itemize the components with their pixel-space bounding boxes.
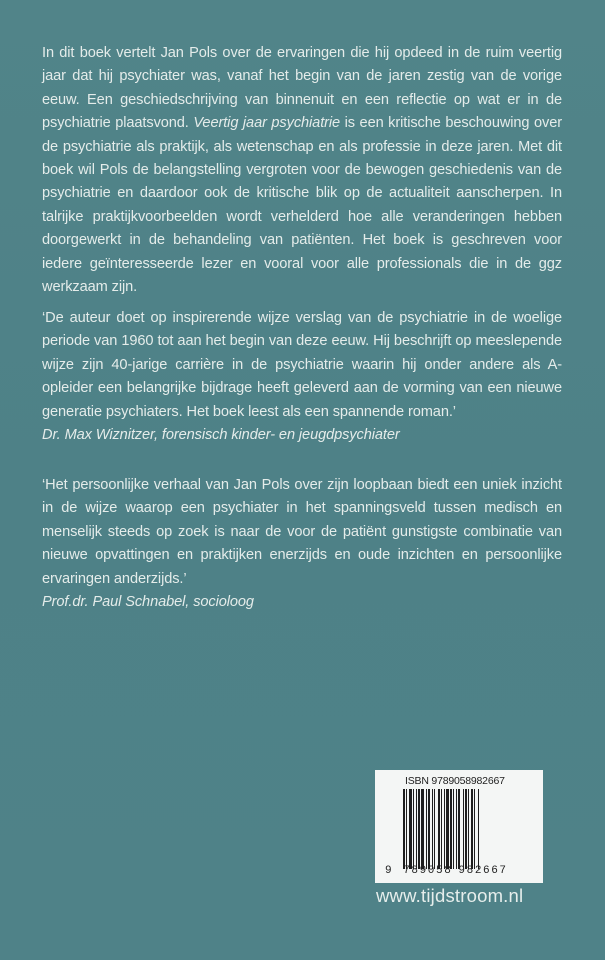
- blurb-paragraph: [42, 42, 562, 299]
- barcode-digits: [385, 865, 508, 877]
- barcode-bars-icon: [403, 789, 515, 869]
- isbn-label: ISBN 9789058982667: [405, 775, 505, 787]
- isbn-barcode: [375, 770, 543, 883]
- blurb-text-end: is een kritische beschouwing over de psychiatrie als praktijk, als wetenschap en als professie in deze jaren. Met dit boek wil Pols de belangstelling vergroten voor de bewogen geschiedenis van de psychiatrie en daardoor ook de kritische blik op de actualiteit aanscherpen. In talrijke praktijkvoorbeelden wordt verhelderd hoe alle veranderingen hebben doorgewerkt in de behandeling van patiënten. Het boek is geschreven voor iedere geïnteresseerde lezer en vooral voor alle professionals die in de ggz werkzaam zijn.: [42, 115, 563, 296]
- barcode-digit-group-2: 982667: [458, 865, 508, 877]
- endorsement-quote-2: [42, 474, 562, 614]
- quote-attribution: Dr. Max Wiznitzer, forensisch kinder- en jeugdpsychiater: [42, 427, 400, 444]
- quote-text: ‘De auteur doet op inspirerende wijze verslag van de psychiatrie in de woelige periode van 1960 tot aan het begin van deze eeuw. Hij beschrijft op meeslepende wijze zijn 40-jarige carrière in de psychiatrie waarin hij onder andere als A-opleider een belangrijke bijdrage heeft geleverd aan de vorming van een nieuwe generatie psychiaters. Het boek leest als een spannende roman.’: [42, 310, 562, 420]
- barcode-digit-group-1: 789058: [403, 865, 453, 877]
- blurb-text-start: In dit boek vertelt Jan Pols over de ervaringen die hij opdeed in de ruim veertig jaar dat hij psychiater was, vanaf het begin van de jaren zestig van de vorige eeuw. Een geschiedschrijving van binnenuit en een reflectie op wat er in de psychiatrie plaatsvond.: [42, 45, 562, 132]
- publisher-url[interactable]: www.tijdstroom.nl: [376, 885, 524, 906]
- quote-attribution: Prof.dr. Paul Schnabel, socioloog: [42, 594, 254, 611]
- barcode-digit-first: 9: [385, 865, 394, 877]
- endorsement-quote-1: [42, 307, 562, 447]
- quote-text: ‘Het persoonlijke verhaal van Jan Pols over zijn loopbaan biedt een uniek inzicht in de wijze waarop een psychiater in het spanningsveld tussen medisch en menselijk steeds op zoek is naar de voor de patiënt gunstigste combinatie van nieuwe opvattingen en praktijken enerzijds en oude inzichten en persoonlijke ervaringen anderzijds.’: [42, 477, 562, 587]
- book-title-italic: Veertig jaar psychiatrie: [193, 115, 341, 132]
